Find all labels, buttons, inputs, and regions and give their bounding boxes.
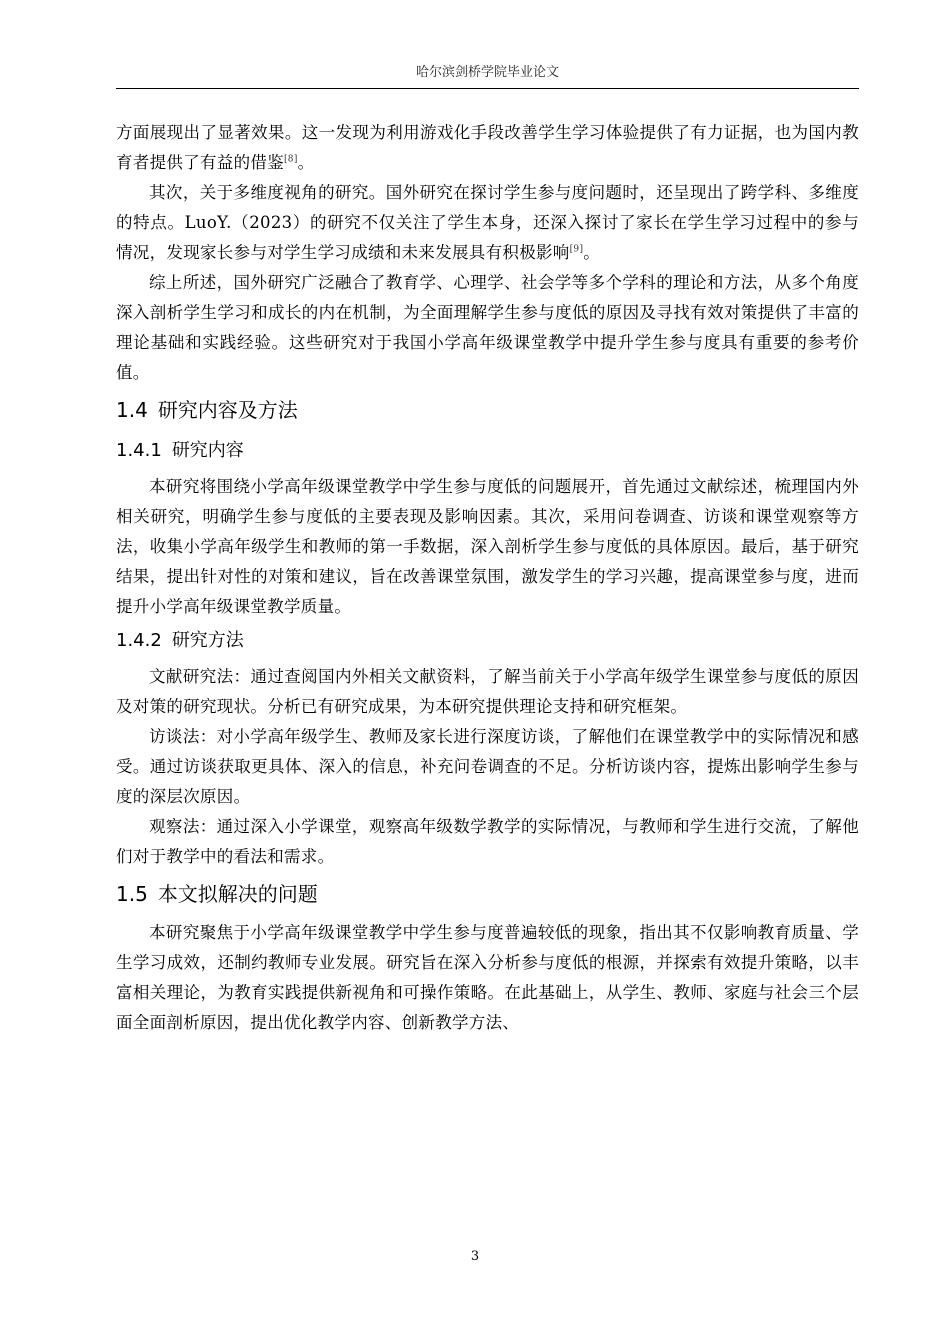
paragraph-end: 。 — [583, 243, 601, 262]
subsection-number: 1.4.1 — [116, 440, 162, 461]
paragraph-research-content: 本研究将围绕小学高年级课堂教学中学生参与度低的问题展开，首先通过文献综述，梳理国内外相关研究，明确学生参与度低的主要表现及影响因素。其次，采用问卷调查、访谈和课堂观察等方法，收集小学高年级学生和教师的第一手数据，深入剖析学生参与度低的具体原因。最后，基于研究结果，提出针对性的对策和建议，旨在改善课堂氛围，激发学生的学习兴趣，提高课堂参与度，进而提升小学高年级课堂教学质量。 — [116, 477, 859, 616]
subsection-title: 研究方法 — [171, 630, 244, 651]
paragraph-text: 方面展现出了显著效果。这一发现为利用游戏化手段改善学生学习体验提供了有力证据，也为国内教育者提供了有益的借鉴 — [116, 123, 859, 172]
subsection-title: 研究内容 — [171, 440, 244, 461]
page-content — [116, 118, 859, 1038]
running-header: 哈尔滨剑桥学院毕业论文 — [415, 65, 559, 80]
subsection-number: 1.4.2 — [116, 630, 162, 651]
paragraph-interview-method: 访谈法：对小学高年级学生、教师及家长进行深度访谈，了解他们在课堂教学中的实际情况和感受。通过访谈获取更具体、深入的信息，补充问卷调查的不足。分析访谈内容，提炼出影响学生参与度的深层次原因。 — [116, 727, 859, 806]
subsection-heading-1-4-1 — [116, 434, 859, 468]
section-number: 1.4 — [116, 398, 148, 422]
section-title: 研究内容及方法 — [157, 398, 298, 422]
citation-marker: [8] — [284, 154, 298, 165]
section-heading-1-5 — [116, 876, 859, 912]
paragraph-summary: 综上所述，国外研究广泛融合了教育学、心理学、社会学等多个学科的理论和方法，从多个角度深入剖析学生学习和成长的内在机制，为全面理解学生参与度低的原因及寻找有效对策提供了丰富的理论基础和实践经验。这些研究对于我国小学高年级课堂教学中提升学生参与度具有重要的参考价值。 — [116, 273, 859, 382]
page-number: 3 — [470, 1249, 480, 1264]
paragraph-literature-method: 文献研究法：通过查阅国内外相关文献资料，了解当前关于小学高年级学生课堂参与度低的原因及对策的研究现状。分析已有研究成果，为本研究提供理论支持和研究框架。 — [116, 667, 859, 716]
citation-marker: [9] — [569, 244, 584, 255]
section-number: 1.5 — [116, 882, 148, 906]
paragraph-end: 。 — [297, 153, 315, 172]
paragraph-continuation — [116, 118, 859, 178]
header-rule — [116, 88, 859, 89]
section-heading-1-4 — [116, 392, 859, 428]
paragraph-problems: 本研究聚焦于小学高年级课堂教学中学生参与度普遍较低的现象，指出其不仅影响教育质量、学生学习成效，还制约教师专业发展。研究旨在深入分析参与度低的根源，并探索有效提升策略，以丰富相关理论，为教育实践提供新视角和可操作策略。在此基础上，从学生、教师、家庭与社会三个层面全面剖析原因，提出优化教学内容、创新教学方法、 — [116, 923, 859, 1032]
subsection-heading-1-4-2 — [116, 624, 859, 658]
paragraph-multidimensional — [116, 178, 859, 268]
section-title: 本文拟解决的问题 — [157, 882, 318, 906]
paragraph-observation-method: 观察法：通过深入小学课堂，观察高年级数学教学的实际情况，与教师和学生进行交流，了解他们对于教学中的看法和需求。 — [116, 817, 859, 866]
paragraph-text: 其次，关于多维度视角的研究。国外研究在探讨学生参与度问题时，还呈现出了跨学科、多维度的特点。LuoY.（2023）的研究不仅关注了学生本身，还深入探讨了家长在学生学习过程中的参与情况，发现家长参与对学生学习成绩和未来发展具有积极影响 — [116, 183, 859, 262]
